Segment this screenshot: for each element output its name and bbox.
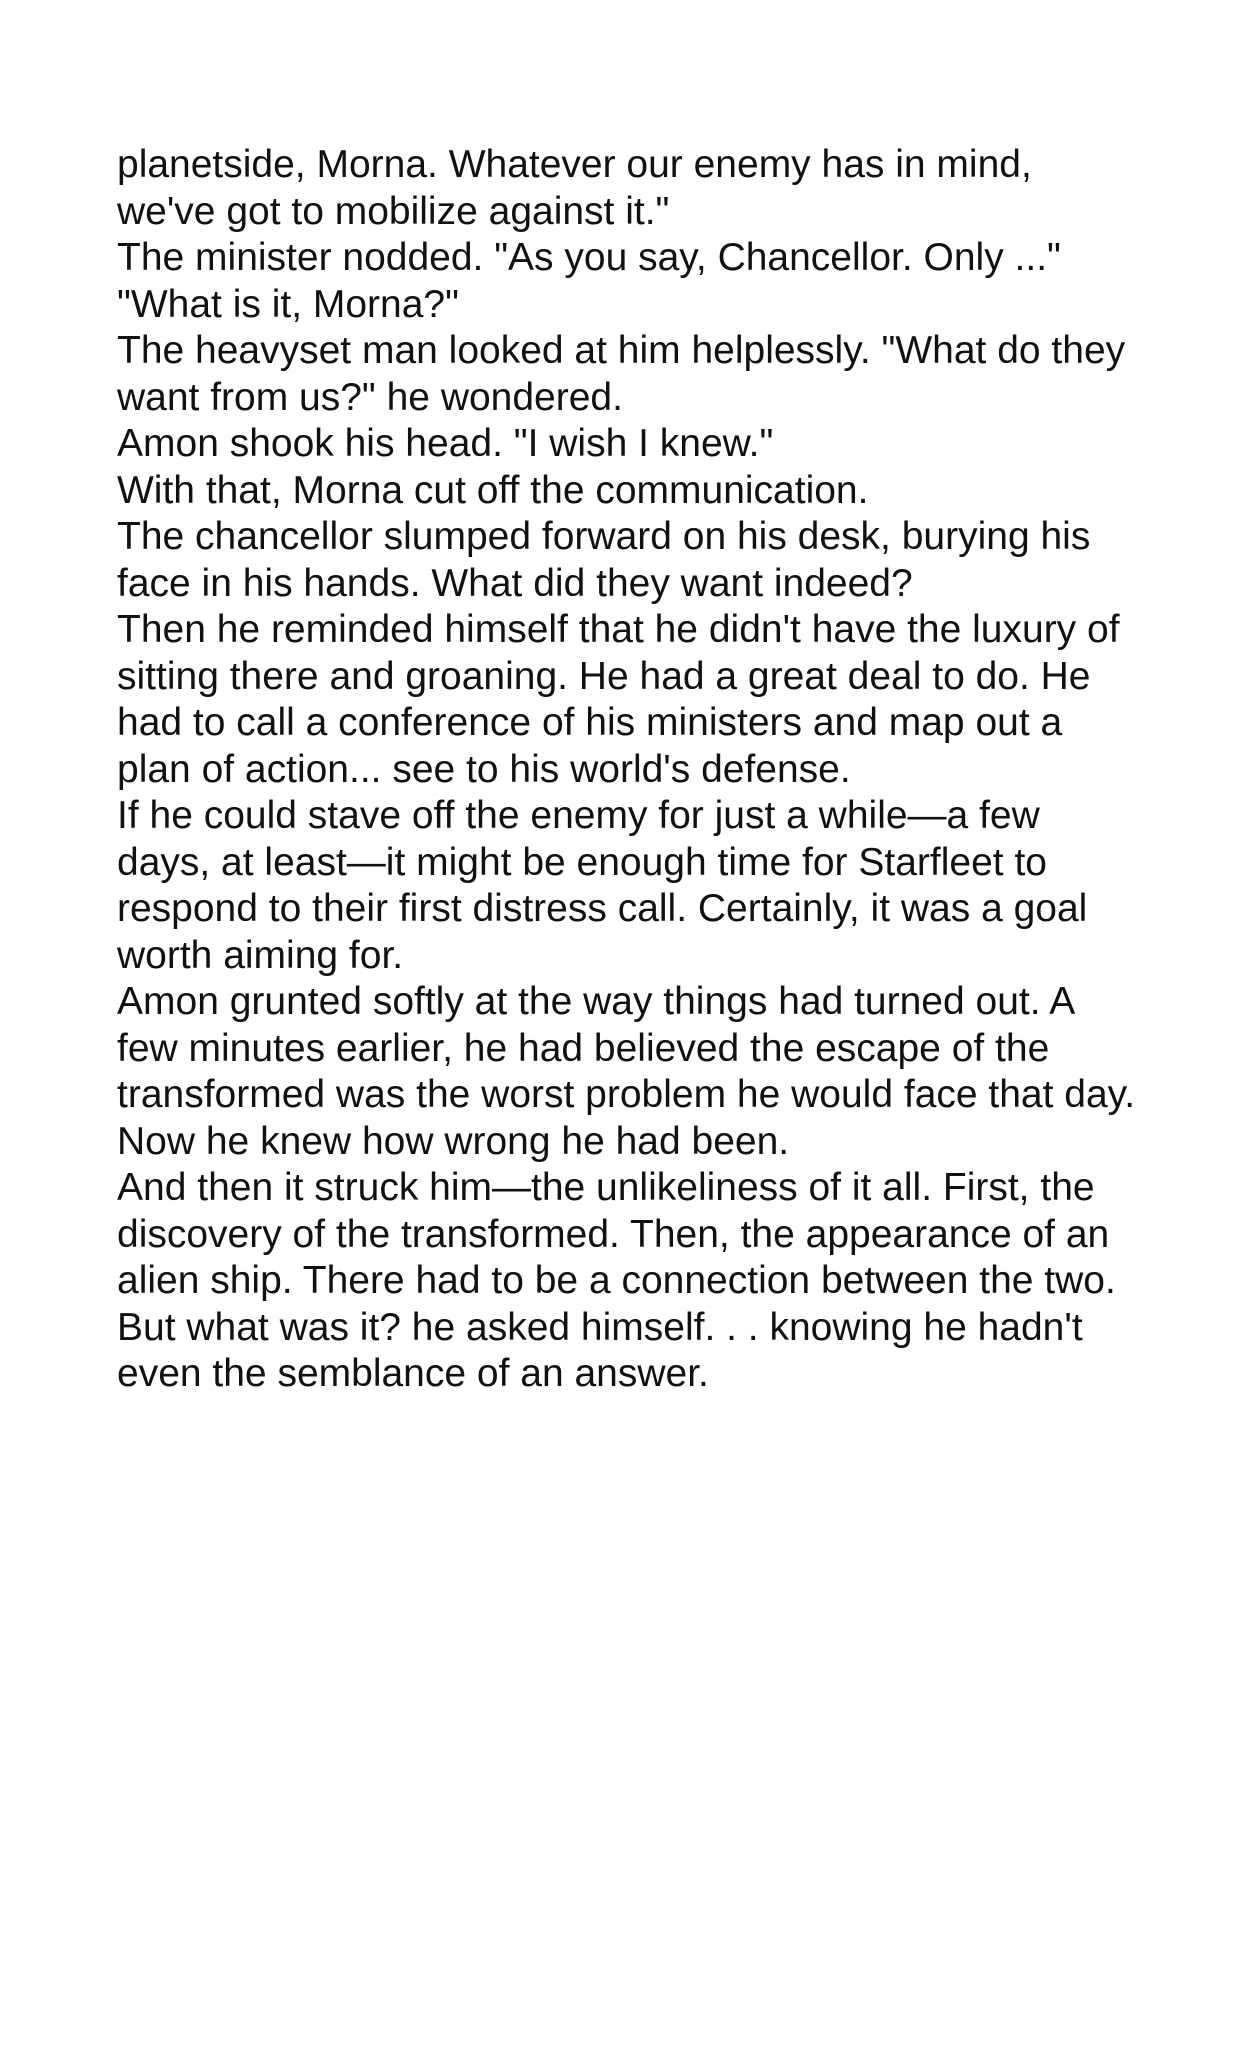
- paragraph-6: With that, Morna cut off the communication.: [117, 468, 869, 512]
- paragraph-1: planetside, Morna. Whatever our enemy has in mind, we've got to mobilize against it.": [117, 143, 1032, 233]
- paragraph-11: And then it struck him—the unlikeliness of it all. First, the discovery of the transformed. Then, the appearance of an alien ship. There had to be a connection between the two.: [117, 1166, 1116, 1302]
- paragraph-5: Amon shook his head. "I wish I knew.": [117, 422, 774, 465]
- paragraph-2: The minister nodded. "As you say, Chancellor. Only ...": [117, 236, 1061, 279]
- paragraph-9: If he could stave off the enemy for just a while—a few days, at least—it might be enough time for Starfleet to respond to their first distress call. Certainly, it was a goal worth aiming for.: [117, 794, 1088, 977]
- paragraph-10: Amon grunted softly at the way things had turned out. A few minutes earlier, he had believed the escape of the transformed was the worst problem he would face that day. Now he knew how wrong he had been.: [117, 980, 1136, 1163]
- paragraph-4: The heavyset man looked at him helplessly. "What do they want from us?" he wondered.: [117, 329, 1126, 419]
- paragraph-8: Then he reminded himself that he didn't have the luxury of sitting there and groaning. He had a great deal to do. He had to call a conference of his ministers and map out a plan of action... see to his world's defense.: [117, 608, 1120, 791]
- paragraph-12: But what was it? he asked himself. . . knowing he hadn't even the semblance of an answer.: [117, 1305, 1083, 1395]
- paragraph-3: "What is it, Morna?": [117, 282, 459, 326]
- text-body: [117, 142, 1137, 1398]
- paragraph-7: The chancellor slumped forward on his desk, burying his face in his hands. What did they want indeed?: [117, 515, 1091, 605]
